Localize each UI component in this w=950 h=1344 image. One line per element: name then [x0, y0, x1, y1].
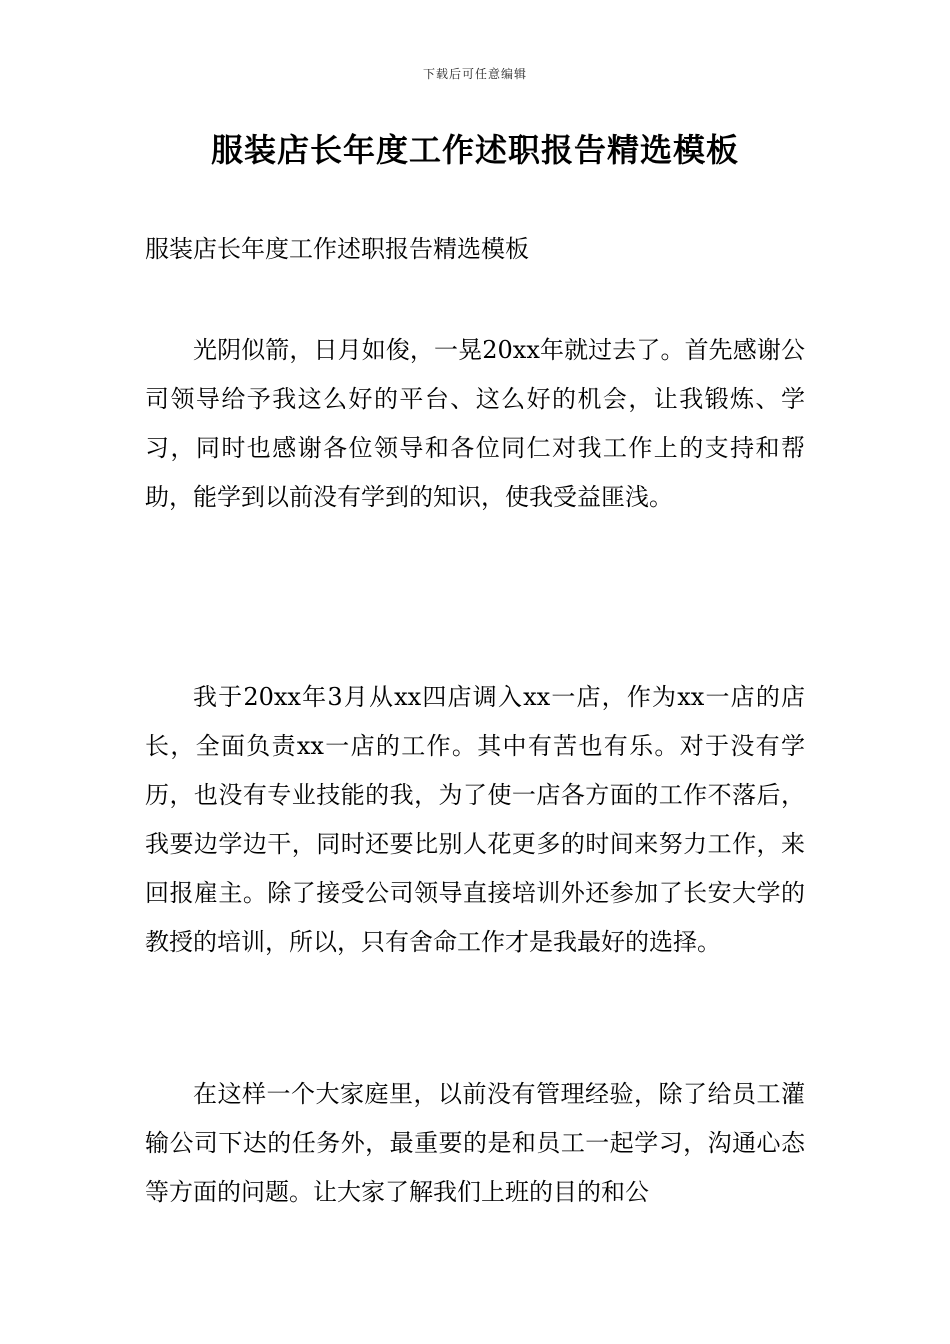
paragraph-2: 我于20xx年3月从xx四店调入xx一店，作为xx一店的店长，全面负责xx一店的工作。其中有苦也有乐。对于没有学历，也没有专业技能的我，为了使一店各方面的工作不落后，我要边学边干，同时还要比别人花更多的时间来努力工作，来回报雇主。除了接受公司领导直接培训外还参加了长安大学的教授的培训，所以，只有舍命工作才是我最好的选择。 [145, 683, 805, 956]
paragraph-1: 光阴似箭，日月如俊，一晃20xx年就过去了。首先感谢公司领导给予我这么好的平台、这么好的机会，让我锻炼、学习，同时也感谢各位领导和各位同仁对我工作上的支持和帮助，能学到以前没有学到的知识，使我受益匪浅。 [145, 336, 805, 511]
document-subtitle: 服装店长年度工作述职报告精选模板 [145, 235, 529, 263]
header-note: 下载后可任意编辑 [422, 67, 527, 81]
paragraph-3: 在这样一个大家庭里，以前没有管理经验，除了给员工灌输公司下达的任务外，最重要的是和员工一起学习，沟通心态等方面的问题。让大家了解我们上班的目的和公 [145, 1080, 805, 1206]
document-title: 服装店长年度工作述职报告精选模板 [210, 131, 739, 169]
